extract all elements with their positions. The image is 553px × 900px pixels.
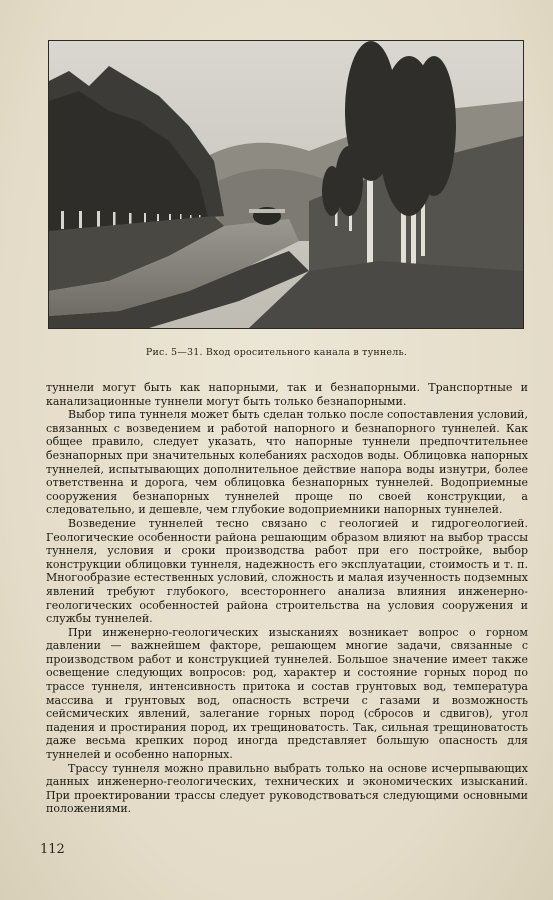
photo-illustration [49, 41, 523, 328]
paragraph-1: туннели могут быть как напорными, так и безнапорными. Транспортные и канализационные туннели могут быть только безнапорными. [46, 381, 528, 408]
paragraph-5: Трассу туннеля можно правильно выбрать только на основе исчерпывающих данных инженерно-геологических, технических и экономических изысканий. При проектировании трассы следует руководствоваться следующими основными положениями. [46, 761, 528, 816]
body-text [46, 381, 528, 816]
paragraph-3: Возведение туннелей тесно связано с геологией и гидрогеологией. Геологические особенности района решающим образом влияют на выбор трассы туннеля, условия и сроки производства работ при его постройке, выбор конструкции облицовки туннеля, надежность его эксплуатации, стоимость и т. п. Многообразие естественных условий, сложность и малая изученность подземных явлений требуют глубокого, всестороннего анализа влияния инженерно-геологических особенностей района строительства на условия сооружения и службы туннелей. [46, 516, 528, 626]
figure-caption: Рис. 5—31. Вход оросительного канала в туннель. [145, 347, 408, 358]
paragraph-4: При инженерно-геологических изысканиях возникает вопрос о горном давлении — важнейшем факторе, решающем многие задачи, связанные с производством работ и конструкцией туннелей. Большое значение имеет также освещение следующих вопросов: род, характер и состояние горных пород по трассе туннеля, интенсивность притока и состав грунтовых вод, температура массива и грунтовых вод, опасность встречи с газами и возможность сейсмических явлений, залегание горных пород (сбросов и сдвигов), угол падения и простирания пород, их трещиноватость. Так, сильная трещиноватость даже весьма крепких пород иногда представляет большую опасность для туннелей и особенно напорных. [46, 625, 528, 762]
page-number: 112 [40, 842, 65, 857]
canal-tunnel-photo [48, 40, 524, 329]
paragraph-2: Выбор типа туннеля может быть сделан только после сопоставления условий, связанных с возведением и работой напорного и безнапорного туннелей. Как общее правило, следует указать, что напорные туннели предпочтительнее безнапорных при значительных колебаниях расходов воды. Облицовка напорных туннелей, испытывающих дополнительное действие напора воды изнутри, более ответственна и дорога, чем облицовка безнапорных туннелей. Водоприемные сооружения безнапорных туннелей проще по своей конструкции, а следовательно, и дешевле, чем глубокие водоприемники напорных туннелей. [46, 408, 528, 517]
